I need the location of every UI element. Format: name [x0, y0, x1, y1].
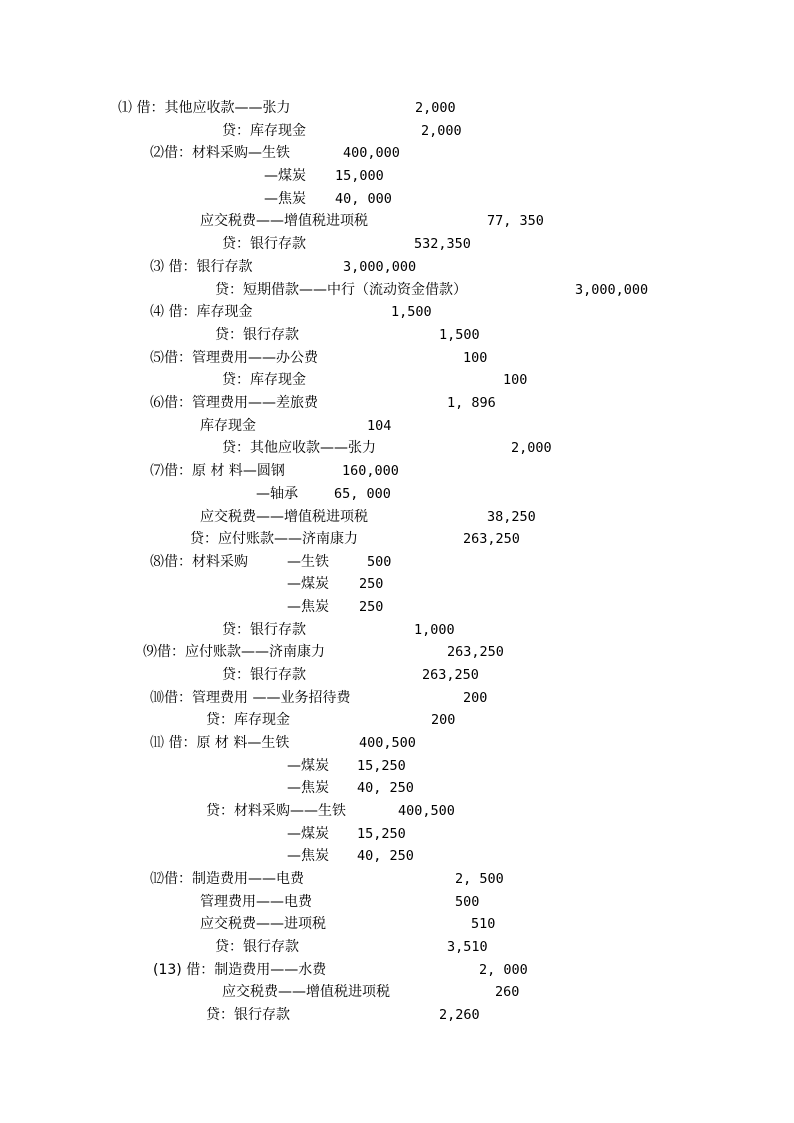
entry-account: ⑾ 借：原 材 料—生铁 — [150, 735, 290, 751]
entry-account: 贷：其他应收款——张力 — [222, 440, 376, 456]
entry-amount: 400,500 — [398, 803, 455, 819]
entry-amount: 1,500 — [391, 304, 432, 320]
entry-amount: 104 — [367, 418, 392, 434]
entry-account: 贷：银行存款 — [222, 236, 306, 252]
entry-account: —焦炭 — [287, 780, 329, 796]
entry-account: 贷：应付账款——济南康力 — [190, 531, 358, 547]
entry-amount: 400,000 — [343, 145, 400, 161]
entry-amount: 500 — [367, 554, 392, 570]
entry-account: 贷：银行存款 — [222, 622, 306, 638]
entry-amount: 160,000 — [342, 463, 399, 479]
entry-amount: 40, 250 — [357, 848, 414, 864]
entry-amount: 65, 000 — [334, 486, 391, 502]
entry-amount: 500 — [455, 894, 480, 910]
entry-amount: 2, 500 — [455, 871, 504, 887]
entry-amount: 15,000 — [335, 168, 384, 184]
entry-amount: 38,250 — [487, 509, 536, 525]
entry-account: —煤炭 — [287, 826, 329, 842]
entry-account: ⑷ 借：库存现金 — [150, 304, 253, 320]
entry-account: 贷：银行存款 — [222, 667, 306, 683]
entry-account: 贷：库存现金 — [222, 372, 306, 388]
entry-amount: 3,000,000 — [575, 282, 649, 298]
entry-account: —焦炭 — [264, 191, 306, 207]
entry-account: ⑴ 借：其他应收款——张力 — [118, 100, 291, 116]
entry-account: ⑺借：原 材 料—圆钢 — [150, 463, 285, 479]
entry-account: —生铁 — [287, 554, 329, 570]
entry-account: —煤炭 — [287, 758, 329, 774]
entry-account: ⑼借：应付账款——济南康力 — [143, 644, 325, 660]
entry-amount: 2,000 — [511, 440, 552, 456]
entry-account: —煤炭 — [264, 168, 306, 184]
entry-amount: 40, 250 — [357, 780, 414, 796]
entry-account: ⑵借：材料采购—生铁 — [150, 145, 290, 161]
entry-amount: 250 — [359, 599, 384, 615]
entry-amount: 2,000 — [415, 100, 456, 116]
entry-amount: 2,260 — [439, 1007, 480, 1023]
entry-amount: 200 — [431, 712, 456, 728]
entry-account: 贷：库存现金 — [222, 123, 306, 139]
entry-account: —轴承 — [256, 486, 298, 502]
entry-amount: 100 — [503, 372, 528, 388]
entry-amount: 400,500 — [359, 735, 416, 751]
entry-account: 贷：银行存款 — [215, 327, 299, 343]
entry-amount: 1,000 — [414, 622, 455, 638]
entry-account: —焦炭 — [287, 599, 329, 615]
entry-account: ⑿借：制造费用——电费 — [150, 871, 304, 887]
entry-amount: 1, 896 — [447, 395, 496, 411]
entry-account: 应交税费——进项税 — [200, 916, 326, 932]
entry-amount: 260 — [495, 984, 520, 1000]
entry-amount: 263,250 — [463, 531, 520, 547]
entry-account: ⑻借：材料采购 — [150, 554, 248, 570]
entry-amount: 77, 350 — [487, 213, 544, 229]
entry-amount: 2,000 — [421, 123, 462, 139]
entry-account: 贷：短期借款——中行（流动资金借款） — [215, 282, 467, 298]
entry-account: ⑽借：管理费用 ——业务招待费 — [150, 690, 351, 706]
entry-amount: 263,250 — [422, 667, 479, 683]
entry-amount: 532,350 — [414, 236, 471, 252]
entry-account: 贷：材料采购——生铁 — [206, 803, 346, 819]
entry-account: ⑶ 借：银行存款 — [150, 259, 253, 275]
entry-amount: 510 — [471, 916, 496, 932]
entry-account: (13) 借：制造费用——水费 — [153, 962, 327, 978]
entry-amount: 100 — [463, 350, 488, 366]
entry-amount: 15,250 — [357, 758, 406, 774]
entry-amount: 40, 000 — [335, 191, 392, 207]
entry-amount: 1,500 — [439, 327, 480, 343]
entry-account: —煤炭 — [287, 576, 329, 592]
entry-account: 应交税费——增值税进项税 — [222, 984, 390, 1000]
entry-amount: 3,510 — [447, 939, 488, 955]
entry-amount: 15,250 — [357, 826, 406, 842]
entry-account: 库存现金 — [200, 418, 256, 434]
entry-account: 贷：库存现金 — [206, 712, 290, 728]
entry-amount: 3,000,000 — [343, 259, 417, 275]
entry-amount: 250 — [359, 576, 384, 592]
entry-account: —焦炭 — [287, 848, 329, 864]
entry-account: 贷：银行存款 — [215, 939, 299, 955]
entry-account: 管理费用——电费 — [200, 894, 312, 910]
entry-account: ⑸借：管理费用——办公费 — [150, 350, 318, 366]
entry-amount: 263,250 — [447, 644, 504, 660]
entry-amount: 2, 000 — [479, 962, 528, 978]
entry-account: 应交税费——增值税进项税 — [200, 213, 368, 229]
entry-account: 应交税费——增值税进项税 — [200, 509, 368, 525]
entry-account: 贷：银行存款 — [206, 1007, 290, 1023]
entry-account: ⑹借：管理费用——差旅费 — [150, 395, 318, 411]
entry-amount: 200 — [463, 690, 488, 706]
